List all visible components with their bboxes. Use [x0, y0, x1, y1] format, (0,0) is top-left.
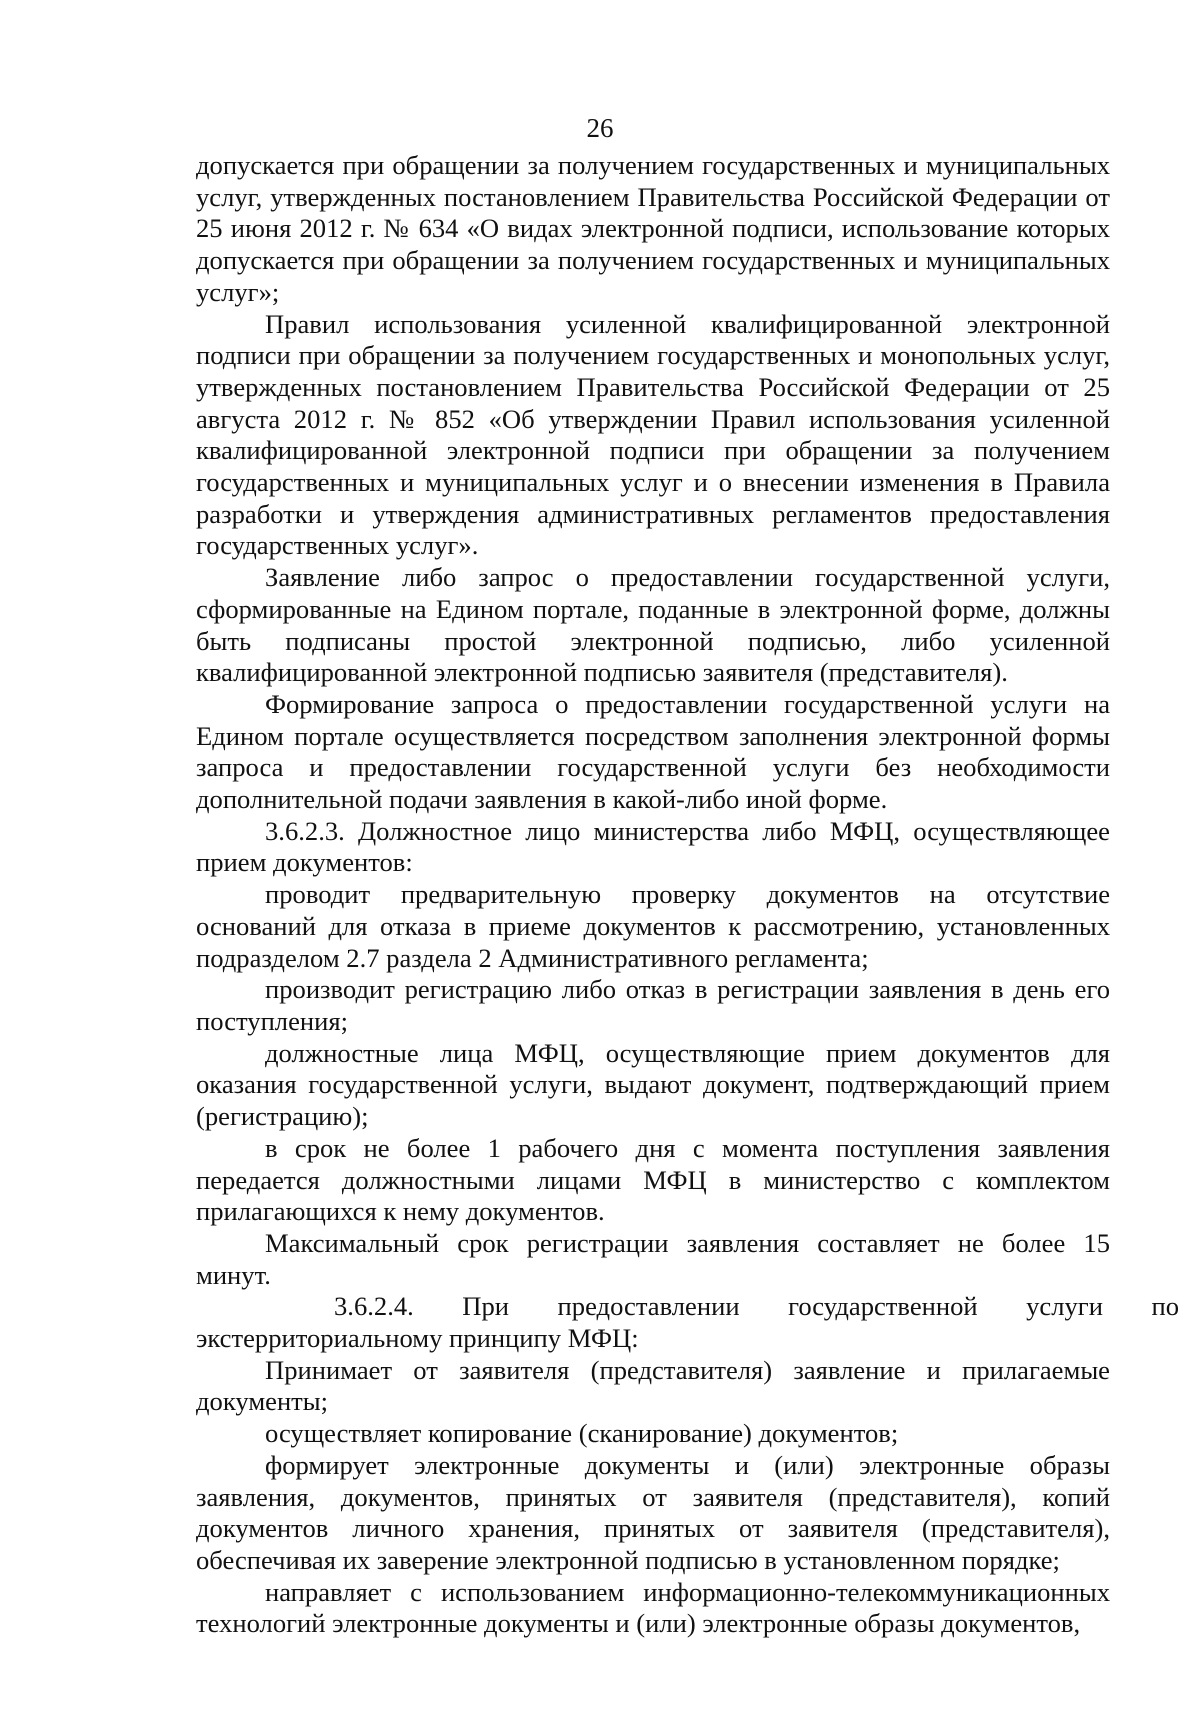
paragraph-registration: производит регистрацию либо отказ в регистрации заявления в день его поступления;: [196, 974, 1110, 1036]
paragraph-max-registration-time: Максимальный срок регистрации заявления составляет не более 15 минут.: [196, 1227, 1110, 1290]
section-3-6-2-4-first-line: 3.6.2.4. При предоставлении государственной услуги по: [334, 1291, 1179, 1322]
document-body: [196, 150, 1179, 1640]
paragraph-transfer-deadline: в срок не более 1 рабочего дня с момента поступления заявления передается должностными лицами МФЦ в министерство с комплектом прилагающихся к нему документов.: [196, 1132, 1110, 1227]
page-number: 26: [586, 113, 614, 143]
paragraph-accepts-application: Принимает от заявителя (представителя) заявление и прилагаемые документы;: [196, 1354, 1110, 1417]
section-3-6-2-4-second-line: экстерриториальному принципу МФЦ:: [196, 1323, 639, 1354]
paragraph-section-3-6-2-4: [196, 1291, 1179, 1354]
paragraph-section-3-6-2-3: 3.6.2.3. Должностное лицо министерства либо МФЦ, осуществляющее прием документов:: [196, 815, 1110, 878]
paragraph-mfc-officials: должностные лица МФЦ, осуществляющие прием документов для оказания государственной услуги, выдают документ, подтверждающий прием (регистрацию);: [196, 1037, 1110, 1132]
paragraph-electronic-documents: формирует электронные документы и (или) электронные образы заявления, документов, принятых от заявителя (представителя), копий документов личного хранения, принятых от заявителя (представителя), обеспечивая их заверение электронной подписью в установленном порядке;: [196, 1449, 1110, 1575]
paragraph-signature-types-continuation: допускается при обращении за получением государственных и муниципальных услуг, утвержденных постановлением Правительства Российской Федерации от 25 июня 2012 г. № 634 «О видах электронной подписи, использование которых допускается при обращении за получением государственных и муниципальных услуг»;: [196, 150, 1110, 307]
paragraph-preliminary-check: проводит предварительную проверку документов на отсутствие оснований для отказа в приеме документов к рассмотрению, установленных подразделом 2.7 раздела 2 Административного регламента;: [196, 879, 1110, 973]
paragraph-qualified-signature-rules: Правил использования усиленной квалифицированной электронной подписи при обращении за получением государственных и монопольных услуг, утвержденных постановлением Правительства Российской Федерации от 25 августа 2012 г. № 852 «Об утверждении Правил использования усиленной квалифицированной электронной подписи при обращении за получением государственных и муниципальных услуг и о внесении изменения в Правила разработки и утверждения административных регламентов предоставления государственных услуг».: [196, 308, 1110, 561]
paragraph-copying: осуществляет копирование (сканирование) документов;: [265, 1418, 899, 1449]
paragraph-sends-documents: направляет с использованием информационно-телекоммуникационных технологий электронные документы и (или) электронные образы документов,: [196, 1576, 1110, 1639]
paragraph-request-formation: Формирование запроса о предоставлении государственной услуги на Едином портале осуществляется посредством заполнения электронной формы запроса и предоставлении государственной услуги без необходимости дополнительной подачи заявления в какой-либо иной форме.: [196, 688, 1110, 815]
paragraph-application-signing: Заявление либо запрос о предоставлении государственной услуги, сформированные на Едином портале, поданные в электронной форме, должны быть подписаны простой электронной подписью, либо усиленной квалифицированной электронной подписью заявителя (представителя).: [196, 562, 1110, 688]
